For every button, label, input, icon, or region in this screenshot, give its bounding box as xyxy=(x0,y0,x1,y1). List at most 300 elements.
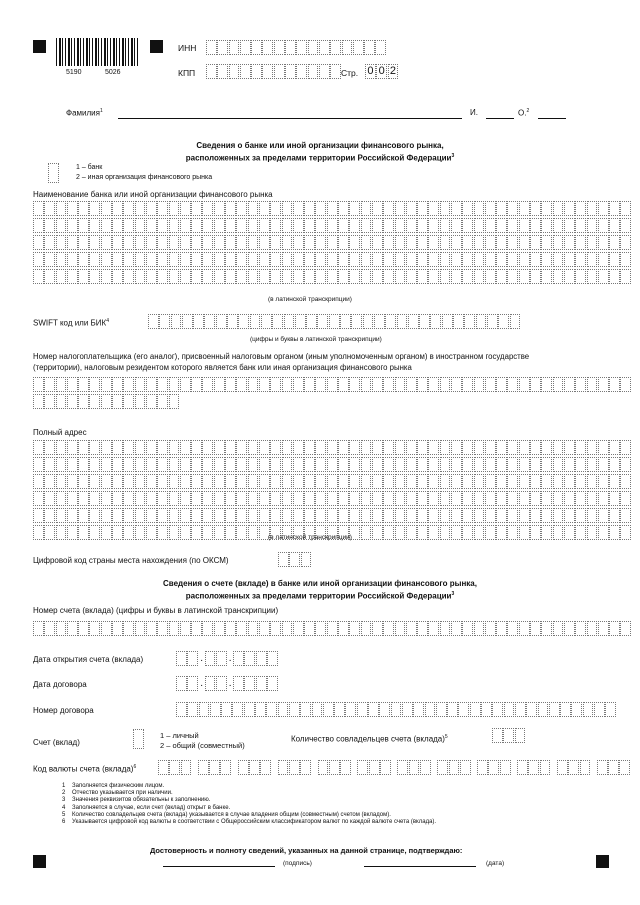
date-line[interactable] xyxy=(364,866,476,867)
grid-cell xyxy=(146,252,157,267)
grid-cell xyxy=(485,218,496,233)
grid-cell xyxy=(315,621,326,636)
grid-cell xyxy=(101,440,112,455)
grid-cell xyxy=(417,269,428,284)
grid-cell xyxy=(227,314,238,329)
inn-field[interactable] xyxy=(206,40,387,55)
grid-cell xyxy=(225,201,236,216)
grid-cell xyxy=(78,440,89,455)
grid-cell xyxy=(440,474,451,489)
grid-cell xyxy=(101,508,112,523)
grid-cell xyxy=(318,760,329,775)
grid-cell xyxy=(282,201,293,216)
grid-row xyxy=(33,508,632,523)
grid-cell xyxy=(340,760,351,775)
bank-name-field[interactable] xyxy=(33,201,632,286)
grid-cell xyxy=(112,508,123,523)
grid-cell xyxy=(598,269,609,284)
grid-cell xyxy=(78,508,89,523)
corner-marker-top-center xyxy=(150,40,163,53)
grid-cell xyxy=(620,218,631,233)
grid-cell xyxy=(169,525,180,540)
grid-cell xyxy=(587,474,598,489)
grid-cell xyxy=(340,314,351,329)
grid-cell xyxy=(169,457,180,472)
account-section-title: Сведения о счете (вкладе) в банке или иной организации финансового рынка, расположенных за пределами территории Российской Федерации$^3$ xyxy=(163,579,477,601)
grid-cell xyxy=(338,491,349,506)
grid-cell xyxy=(395,474,406,489)
open-date-field[interactable]: . . xyxy=(176,651,278,666)
grid-cell xyxy=(564,235,575,250)
footnote: 5 Количество совладельцев счета (вклада) указывается в случае владения общим (совместным) счетом (вкладом). xyxy=(62,811,391,818)
grid-cell xyxy=(598,621,609,636)
grid-cell xyxy=(428,377,439,392)
coowners-field[interactable] xyxy=(492,728,526,743)
grid-cell xyxy=(372,235,383,250)
account-number-field[interactable] xyxy=(33,621,632,638)
grid-cell xyxy=(282,621,293,636)
grid-cell xyxy=(220,760,231,775)
grid-cell xyxy=(609,474,620,489)
grid-cell xyxy=(180,269,191,284)
grid-cell xyxy=(67,508,78,523)
grid-cell xyxy=(349,218,360,233)
grid-cell xyxy=(89,621,100,636)
grid-cell xyxy=(598,508,609,523)
grid-cell xyxy=(33,252,44,267)
grid-cell xyxy=(89,474,100,489)
grid-cell xyxy=(289,760,300,775)
open-date-label: Дата открытия счета (вклада) xyxy=(33,655,144,664)
grid-cell xyxy=(157,269,168,284)
grid-cell xyxy=(44,377,55,392)
grid-cell xyxy=(417,201,428,216)
grid-cell xyxy=(349,377,360,392)
grid-cell xyxy=(485,201,496,216)
grid-cell xyxy=(476,314,487,329)
grid-row xyxy=(33,474,632,489)
kpp-field[interactable] xyxy=(206,64,342,79)
grid-cell xyxy=(214,218,225,233)
grid-cell xyxy=(135,235,146,250)
grid-cell xyxy=(487,314,498,329)
grid-cell xyxy=(496,621,507,636)
grid-cell xyxy=(259,508,270,523)
grid-cell xyxy=(564,440,575,455)
grid-cell xyxy=(549,702,560,717)
grid-cell xyxy=(214,525,225,540)
grid-cell xyxy=(44,252,55,267)
grid-cell xyxy=(101,252,112,267)
grid-cell xyxy=(214,621,225,636)
grid-cell xyxy=(112,394,123,409)
initial-i-label: И. xyxy=(470,108,478,117)
grid-cell xyxy=(372,252,383,267)
grid-cell xyxy=(474,621,485,636)
grid-cell xyxy=(44,201,55,216)
grid-cell xyxy=(440,201,451,216)
grid-cell xyxy=(101,457,112,472)
grid-cell xyxy=(541,377,552,392)
grid-cell xyxy=(451,252,462,267)
grid-cell xyxy=(236,474,247,489)
grid-cell xyxy=(169,218,180,233)
grid-cell xyxy=(282,508,293,523)
grid-cell xyxy=(620,474,631,489)
contract-number-field[interactable] xyxy=(176,702,617,719)
inn-cell xyxy=(364,40,375,55)
grid-cell xyxy=(56,440,67,455)
grid-cell xyxy=(474,457,485,472)
grid-cell xyxy=(609,508,620,523)
grid-cell xyxy=(575,491,586,506)
grid-cell xyxy=(225,377,236,392)
grid-cell xyxy=(225,474,236,489)
grid-cell xyxy=(406,508,417,523)
grid-cell xyxy=(56,252,67,267)
grid-row xyxy=(33,218,632,233)
grid-cell xyxy=(198,760,209,775)
grid-cell xyxy=(259,269,270,284)
grid-cell xyxy=(474,252,485,267)
grid-cell xyxy=(428,235,439,250)
grid-cell xyxy=(146,621,157,636)
grid-cell xyxy=(587,440,598,455)
grid-cell xyxy=(202,235,213,250)
grid-cell xyxy=(553,474,564,489)
grid-cell xyxy=(202,252,213,267)
grid-cell xyxy=(300,760,311,775)
grid-cell xyxy=(417,525,428,540)
grid-cell xyxy=(33,508,44,523)
grid-cell xyxy=(315,474,326,489)
grid-cell xyxy=(169,377,180,392)
grid-cell xyxy=(270,235,281,250)
grid-cell xyxy=(507,491,518,506)
grid-cell xyxy=(519,457,530,472)
currency-field[interactable] xyxy=(158,760,631,777)
grid-cell xyxy=(210,702,221,717)
contract-date-field[interactable]: . . xyxy=(176,676,278,691)
grid-cell xyxy=(159,314,170,329)
grid-cell xyxy=(609,252,620,267)
grid-cell xyxy=(451,218,462,233)
grid-cell xyxy=(225,218,236,233)
account-type-option-2: 2 – общий (совместный) xyxy=(160,741,245,750)
grid-cell xyxy=(349,252,360,267)
grid-cell xyxy=(417,252,428,267)
grid-cell xyxy=(372,218,383,233)
grid-cell xyxy=(202,457,213,472)
grid-cell xyxy=(395,218,406,233)
grid-cell xyxy=(507,235,518,250)
grid-cell xyxy=(225,252,236,267)
grid-cell xyxy=(440,508,451,523)
grid-cell xyxy=(564,269,575,284)
grid-row xyxy=(33,377,632,392)
grid-cell xyxy=(236,235,247,250)
grid-cell xyxy=(474,201,485,216)
grid-cell xyxy=(33,440,44,455)
grid-cell xyxy=(510,314,521,329)
grid-cell xyxy=(236,525,247,540)
grid-cell xyxy=(395,252,406,267)
grid-cell xyxy=(327,440,338,455)
grid-cell xyxy=(620,269,631,284)
grid-cell xyxy=(587,491,598,506)
grid-cell xyxy=(67,377,78,392)
grid-cell xyxy=(67,252,78,267)
grid-cell xyxy=(598,218,609,233)
grid-cell xyxy=(338,508,349,523)
grid-cell xyxy=(496,201,507,216)
grid-cell xyxy=(214,269,225,284)
grid-cell xyxy=(530,440,541,455)
grid-cell xyxy=(575,201,586,216)
grid-cell xyxy=(123,235,134,250)
grid-cell xyxy=(135,218,146,233)
grid-cell xyxy=(214,440,225,455)
initial-o-label: О.$^2$ xyxy=(518,108,530,118)
grid-cell xyxy=(214,201,225,216)
grid-row xyxy=(148,314,521,329)
address-field[interactable] xyxy=(33,440,632,542)
signature-line[interactable] xyxy=(163,866,275,867)
grid-cell xyxy=(270,252,281,267)
grid-row xyxy=(33,491,632,506)
account-type-field[interactable] xyxy=(133,729,144,749)
grid-cell xyxy=(225,457,236,472)
grid-cell xyxy=(236,621,247,636)
grid-cell xyxy=(169,394,180,409)
grid-cell xyxy=(428,525,439,540)
grid-cell xyxy=(598,235,609,250)
account-type-option-1: 1 – личный xyxy=(160,731,199,740)
grid-cell xyxy=(496,440,507,455)
grid-cell xyxy=(101,235,112,250)
grid-cell xyxy=(451,269,462,284)
grid-cell xyxy=(428,621,439,636)
grid-cell xyxy=(507,218,518,233)
grid-cell xyxy=(176,702,187,717)
bank-type-field[interactable] xyxy=(48,163,59,183)
grid-cell xyxy=(372,508,383,523)
inn-cell xyxy=(375,40,386,55)
grid-cell xyxy=(157,621,168,636)
grid-cell xyxy=(406,491,417,506)
grid-cell xyxy=(225,491,236,506)
grid-cell xyxy=(406,621,417,636)
grid-cell xyxy=(157,235,168,250)
surname-line[interactable] xyxy=(118,118,462,119)
grid-cell xyxy=(496,235,507,250)
grid-cell xyxy=(89,491,100,506)
grid-cell xyxy=(417,474,428,489)
grid-cell xyxy=(349,269,360,284)
grid-cell xyxy=(449,760,460,775)
grid-cell xyxy=(575,508,586,523)
grid-cell xyxy=(236,508,247,523)
inn-cell xyxy=(285,40,296,55)
grid-cell xyxy=(180,508,191,523)
grid-cell xyxy=(191,491,202,506)
grid-cell xyxy=(236,201,247,216)
grid-cell xyxy=(541,235,552,250)
grid-cell xyxy=(180,201,191,216)
grid-cell xyxy=(259,377,270,392)
grid-cell xyxy=(101,218,112,233)
grid-cell xyxy=(89,377,100,392)
grid-cell xyxy=(345,702,356,717)
grid-cell xyxy=(361,457,372,472)
grid-cell xyxy=(372,474,383,489)
grid-cell xyxy=(334,702,345,717)
grid-cell xyxy=(44,457,55,472)
grid-cell xyxy=(598,491,609,506)
grid-cell xyxy=(191,201,202,216)
grid-cell xyxy=(202,508,213,523)
grid-cell xyxy=(428,218,439,233)
initial-i-line[interactable] xyxy=(486,118,514,119)
grid-cell xyxy=(462,457,473,472)
grid-cell xyxy=(485,269,496,284)
grid-cell xyxy=(157,252,168,267)
confirm-text: Достоверность и полноту сведений, указанных на данной странице, подтверждаю: xyxy=(150,846,463,855)
grid-cell xyxy=(349,491,360,506)
grid-cell xyxy=(293,508,304,523)
grid-cell xyxy=(440,491,451,506)
grid-cell xyxy=(553,621,564,636)
grid-cell xyxy=(123,457,134,472)
grid-row xyxy=(33,440,632,455)
grid-cell xyxy=(214,508,225,523)
grid-cell xyxy=(327,508,338,523)
swift-field[interactable] xyxy=(148,314,521,331)
grid-cell xyxy=(598,377,609,392)
grid-cell xyxy=(338,218,349,233)
coowners-label: Количество совладельцев счета (вклада)$^5$ xyxy=(291,734,448,744)
grid-cell xyxy=(430,314,441,329)
initial-o-line[interactable] xyxy=(538,118,566,119)
grid-cell xyxy=(180,474,191,489)
grid-cell xyxy=(214,252,225,267)
grid-cell xyxy=(123,269,134,284)
grid-cell xyxy=(67,474,78,489)
contract-date-label: Дата договора xyxy=(33,680,87,689)
grid-cell xyxy=(78,377,89,392)
grid-cell xyxy=(169,269,180,284)
grid-cell xyxy=(78,491,89,506)
grid-cell xyxy=(135,440,146,455)
grid-cell xyxy=(553,525,564,540)
grid-cell xyxy=(260,760,271,775)
grid-cell xyxy=(361,621,372,636)
grid-cell xyxy=(112,440,123,455)
grid-cell xyxy=(530,201,541,216)
grid-cell xyxy=(248,218,259,233)
grid-cell xyxy=(33,377,44,392)
grid-cell xyxy=(236,491,247,506)
grid-cell xyxy=(33,474,44,489)
bank-name-label: Наименование банка или иной организации финансового рынка xyxy=(33,190,273,199)
grid-cell xyxy=(315,377,326,392)
grid-cell xyxy=(327,235,338,250)
grid-cell xyxy=(451,491,462,506)
grid-cell xyxy=(323,702,334,717)
grid-cell xyxy=(395,269,406,284)
grid-cell xyxy=(620,235,631,250)
grid-cell xyxy=(180,377,191,392)
grid-cell xyxy=(462,218,473,233)
grid-cell xyxy=(608,760,619,775)
grid-cell xyxy=(293,440,304,455)
grid-cell xyxy=(202,440,213,455)
grid-cell xyxy=(315,440,326,455)
grid-cell xyxy=(474,269,485,284)
grid-cell xyxy=(169,621,180,636)
grid-cell xyxy=(157,218,168,233)
grid-cell xyxy=(383,525,394,540)
grid-cell xyxy=(507,621,518,636)
grid-row xyxy=(33,457,632,472)
grid-cell xyxy=(236,377,247,392)
grid-cell xyxy=(284,314,295,329)
grid-cell xyxy=(338,377,349,392)
grid-cell xyxy=(598,525,609,540)
grid-cell xyxy=(349,440,360,455)
grid-cell xyxy=(526,702,537,717)
country-code-field[interactable] xyxy=(278,552,312,567)
grid-cell xyxy=(575,525,586,540)
grid-cell xyxy=(598,201,609,216)
grid-cell xyxy=(270,201,281,216)
grid-cell xyxy=(191,474,202,489)
grid-cell xyxy=(112,269,123,284)
grid-cell xyxy=(417,508,428,523)
grid-cell xyxy=(67,525,78,540)
grid-cell xyxy=(44,269,55,284)
grid-cell xyxy=(481,702,492,717)
grid-cell xyxy=(372,440,383,455)
grid-cell xyxy=(191,621,202,636)
grid-cell xyxy=(485,440,496,455)
grid-cell xyxy=(248,491,259,506)
grid-cell xyxy=(361,201,372,216)
grid-cell xyxy=(112,235,123,250)
grid-cell xyxy=(261,314,272,329)
grid-cell xyxy=(112,525,123,540)
grid-cell xyxy=(530,252,541,267)
grid-cell xyxy=(620,377,631,392)
grid-cell xyxy=(395,235,406,250)
grid-cell xyxy=(225,440,236,455)
grid-cell xyxy=(541,252,552,267)
grid-cell xyxy=(609,525,620,540)
grid-cell xyxy=(474,525,485,540)
grid-cell xyxy=(507,440,518,455)
page-number-field xyxy=(365,64,399,79)
grid-cell xyxy=(209,760,220,775)
grid-cell xyxy=(417,377,428,392)
tax-id-field[interactable] xyxy=(33,377,632,411)
corner-marker-bottom-left xyxy=(33,855,46,868)
grid-cell xyxy=(180,457,191,472)
grid-cell xyxy=(338,235,349,250)
inn-cell xyxy=(240,40,251,55)
grid-cell xyxy=(374,314,385,329)
grid-cell xyxy=(458,702,469,717)
grid-cell xyxy=(417,621,428,636)
